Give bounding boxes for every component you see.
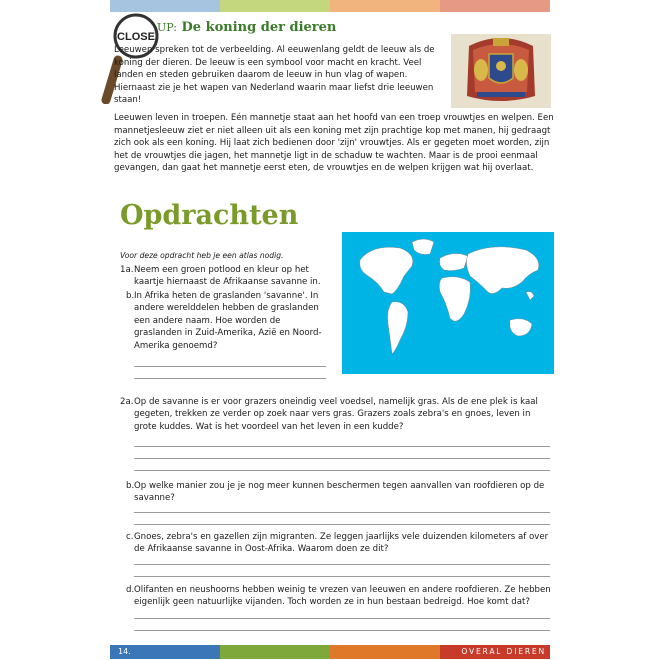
answer-line[interactable]: [134, 564, 550, 565]
question-2a-text: Op de savanne is er voor grazers oneindig veel voedsel, namelijk gras. Als de ene plek is kaal gegeten, trekken ze verder op zoek naar vers gras. Grazers zoals zebra's en gnoes, leven in grote kuddes. Wat is het voordeel van het leven in een kudde?: [134, 397, 538, 432]
question-2b-number: b.: [126, 481, 135, 491]
close-logo-text: CLOSE: [117, 31, 155, 43]
answer-line[interactable]: [134, 470, 550, 471]
header-band-blue: [110, 0, 220, 12]
footer-band-orange: [330, 645, 440, 659]
answer-line[interactable]: [134, 576, 550, 577]
question-1b-number: b.: [126, 291, 135, 301]
close-up-paragraph-1: Leeuwen spreken tot de verbeelding. Al eeuwenlang geldt de leeuw als de koning der dieren. De leeuw is een symbool voor macht en kracht. Veel landen en steden gebruiken daarom de leeuw in hun vlag of wapen. Hiernaast zie je het wapen van Nederland waarin maar liefst drie leeuwen staan!: [114, 45, 435, 106]
answer-line[interactable]: [134, 458, 550, 459]
question-1a-text: Neem een groen potlood en kleur op het kaartje hiernaast de Afrikaanse savanne in.: [134, 265, 321, 288]
header-band-orange: [330, 0, 440, 12]
question-2d-text: Olifanten en neushoorns hebben weinig te vrezen van leeuwen en andere roofdieren. Ze hebben eigenlijk geen natuurlijke vijanden. Toch worden ze in hun bestaan bedreigd. Hoe komt dat?: [134, 585, 551, 608]
close-up-paragraph-2: Leeuwen leven in troepen. Eén mannetje staat aan het hoofd van een troep vrouwtjes en welpen. Een mannetjesleeuw ziet er niet alleen uit als een koning met zijn prachtige kop met manen, hij gedraagt zich ook als een koning. Hij laat zich bedienen door 'zijn' vrouwtjes. Als er gegeten moet worden, zijn het de vrouwtjes die jagen, het mannetje ligt in de schaduw te wachten. Maar is de prooi eenmaal gevangen, dan gaat het mannetje eerst eten, de vrouwtjes en de welpen krijgen wat hij overlaat.: [114, 113, 554, 174]
question-1b: [120, 290, 330, 352]
question-1b-text: In Afrika heten de graslanden 'savanne'. In andere werelddelen hebben de graslanden een andere naam. Hoe worden de graslanden in Zuid-Amerika, Azië en Noord-Amerika genoemd?: [134, 291, 322, 351]
question-2c-text: Gnoes, zebra's en gazellen zijn migranten. Ze leggen jaarlijks vele duizenden kilometers af over de Afrikaanse savanne in Oost-Afrika. Waarom doen ze dit?: [134, 532, 549, 555]
answer-line[interactable]: [134, 378, 326, 379]
answer-line[interactable]: [134, 446, 550, 447]
answer-line[interactable]: [134, 366, 326, 367]
coat-of-arms-image: [451, 34, 551, 108]
header-color-band: [110, 0, 550, 12]
question-2a-number: 2a.: [120, 397, 134, 407]
footer-band-green: [220, 645, 330, 659]
section-name: OVERAL DIEREN: [461, 647, 546, 656]
header-band-red: [440, 0, 550, 12]
question-1a-number: 1a.: [120, 265, 134, 275]
atlas-note: Voor deze opdracht heb je een atlas nodig.: [120, 251, 284, 260]
answer-line[interactable]: [134, 618, 550, 619]
header-band-green: [220, 0, 330, 12]
question-1a: [120, 264, 330, 289]
world-map-image: [342, 232, 554, 374]
question-2b-text: Op welke manier zou je je nog meer kunnen beschermen tegen aanvallen van roofdieren op de savanne?: [134, 481, 545, 504]
answer-line[interactable]: [134, 630, 550, 631]
question-2c-number: c.: [126, 532, 134, 542]
question-2a: [120, 396, 554, 433]
close-up-prefix: UP:: [157, 21, 177, 34]
question-2b: [120, 480, 554, 505]
answer-line[interactable]: [134, 524, 550, 525]
close-up-title: [157, 20, 336, 35]
question-2c: [120, 531, 554, 556]
page-number: 14.: [118, 647, 131, 656]
assignments-heading: Opdrachten: [120, 200, 299, 231]
answer-line[interactable]: [134, 512, 550, 513]
close-up-title-text: De koning der dieren: [181, 20, 337, 35]
question-2d: [120, 584, 554, 609]
question-2d-number: d.: [126, 585, 135, 595]
